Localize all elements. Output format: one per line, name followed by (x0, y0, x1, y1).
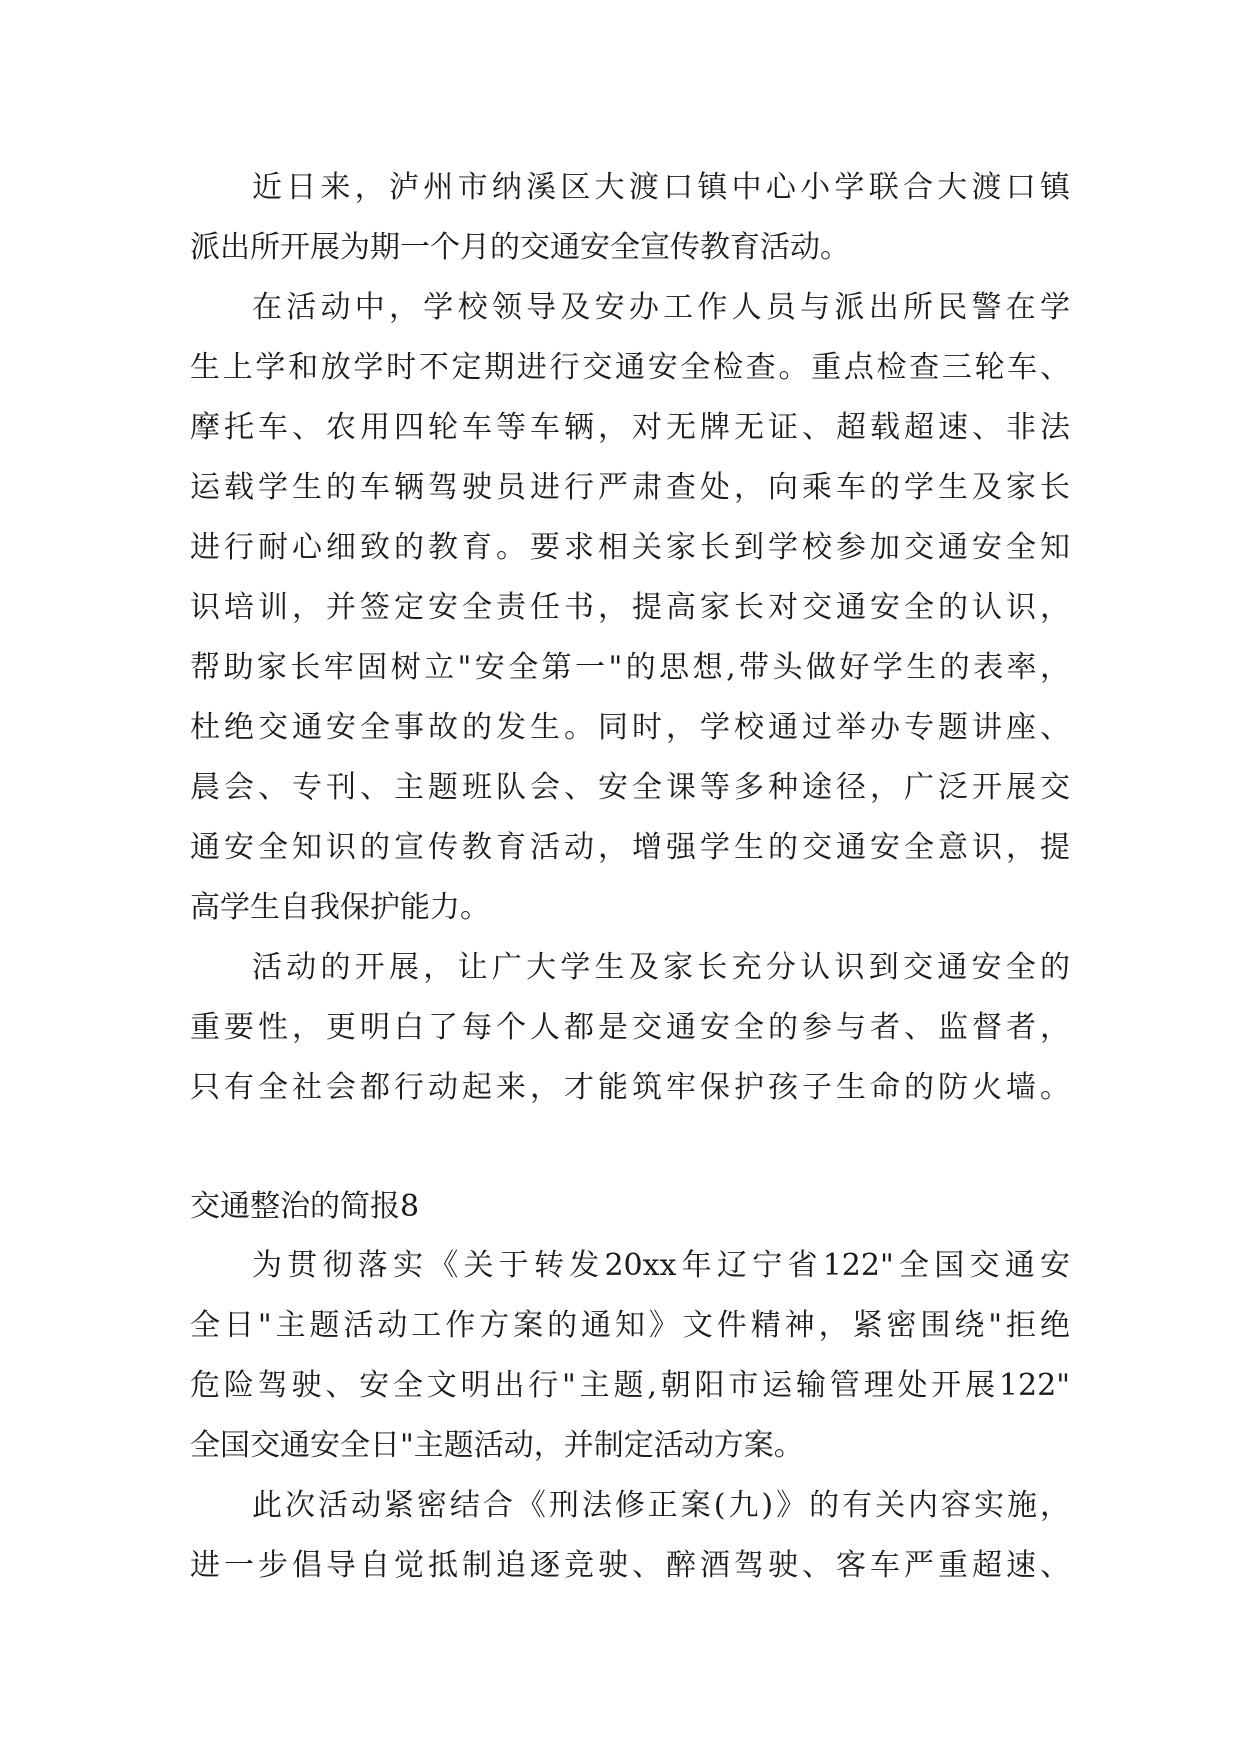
text-line: 只有全社会都行动起来，才能筑牢保护孩子生命的防火墙。 (190, 1070, 1070, 1105)
document-page (190, 158, 1070, 1596)
text-line: 此次活动紧密结合《刑法修正案(九)》的有关内容实施， (252, 1488, 1070, 1523)
text-line: 全国交通安全日"主题活动，并制定活动方案。 (190, 1428, 804, 1463)
text-line: 高学生自我保护能力。 (190, 890, 490, 925)
text-line: 摩托车、农用四轮车等车辆，对无牌无证、超载超速、非法 (190, 410, 1070, 445)
text-line: 全日"主题活动工作方案的通知》文件精神，紧密围绕"拒绝 (190, 1308, 1070, 1343)
text-line: 生上学和放学时不定期进行交通安全检查。重点检查三轮车、 (190, 350, 1070, 385)
text-line: 近日来，泸州市纳溪区大渡口镇中心小学联合大渡口镇 (252, 170, 1070, 205)
paragraph (190, 1236, 1070, 1476)
text-line: 帮助家长牢固树立"安全第一"的思想,带头做好学生的表率， (190, 650, 1070, 685)
text-line: 重要性，更明白了每个人都是交通安全的参与者、监督者， (190, 1010, 1070, 1045)
text-line: 晨会、专刊、主题班队会、安全课等多种途径，广泛开展交 (190, 770, 1070, 805)
paragraph (190, 278, 1070, 938)
text-line: 运载学生的车辆驾驶员进行严肃查处，向乘车的学生及家长 (190, 470, 1070, 505)
section-spacer (190, 1118, 1070, 1178)
text-line: 进一步倡导自觉抵制追逐竞驶、醉酒驾驶、客车严重超速、 (190, 1548, 1070, 1583)
paragraph (190, 938, 1070, 1118)
text-line: 通安全知识的宣传教育活动，增强学生的交通安全意识，提 (190, 830, 1070, 865)
section-heading: 交通整治的简报8 (190, 1189, 420, 1224)
text-line: 为贯彻落实《关于转发20xx年辽宁省122"全国交通安 (252, 1248, 1070, 1283)
text-line: 活动的开展，让广大学生及家长充分认识到交通安全的 (252, 950, 1070, 985)
text-line: 识培训，并签定安全责任书，提高家长对交通安全的认识， (190, 590, 1070, 625)
text-line: 在活动中，学校领导及安办工作人员与派出所民警在学 (252, 290, 1070, 325)
text-line: 派出所开展为期一个月的交通安全宣传教育活动。 (190, 230, 850, 265)
text-line: 杜绝交通安全事故的发生。同时，学校通过举办专题讲座、 (190, 710, 1070, 745)
text-line: 进行耐心细致的教育。要求相关家长到学校参加交通安全知 (190, 530, 1070, 565)
paragraph (190, 1476, 1070, 1596)
paragraph (190, 158, 1070, 278)
text-line: 危险驾驶、安全文明出行"主题,朝阳市运输管理处开展122" (190, 1368, 1070, 1403)
